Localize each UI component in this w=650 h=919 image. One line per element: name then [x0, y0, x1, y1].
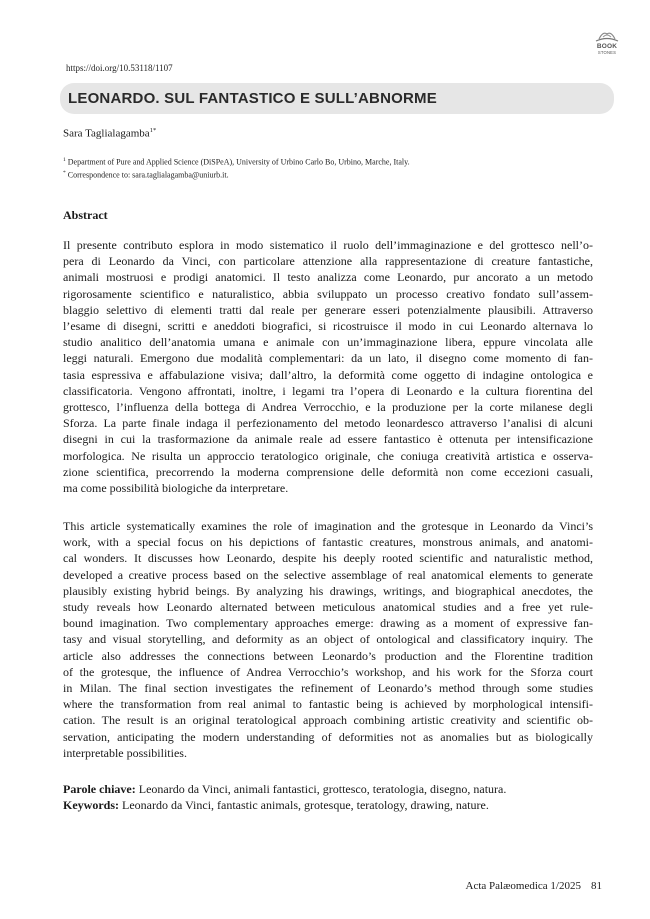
abstract-english	[63, 518, 593, 761]
keywords-english-text: Leonardo da Vinci, fantastic animals, grotesque, teratology, drawing, nature.	[119, 798, 489, 812]
text-line: study reveals how Leonardo alternated between meticulous anatomical studies and a free yet rule-	[63, 600, 593, 615]
keywords-italian-text: Leonardo da Vinci, animali fantastici, grottesco, teratologia, disegno, natura.	[135, 782, 507, 796]
text-line: tasia espressiva e affabulazione visiva; dall’altro, la deformità come oggetto di indagine ontologica e	[63, 367, 593, 382]
text-line: work, with a special focus on his depictions of fantastic creatures, monstrous animals, and anatomi-	[63, 535, 593, 550]
text-line: bound imagination. Two complementary approaches emerge: drawing as a moment of expressive fan-	[63, 616, 593, 631]
text-line: studio analitico dell’anatomia umana e animale con un’immaginazione libera, eppure vincolata alle	[63, 335, 593, 350]
text-line: This article systematically examines the role of imagination and the grotesque in Leonardo da Vinci’s	[63, 519, 593, 533]
author-line	[63, 127, 156, 140]
text-line: rigorosamente scientifico e naturalistico, abbia sviluppato un processo creativo fondato sull’assem-	[63, 286, 593, 301]
author-marks: 1*	[149, 127, 157, 134]
page-footer	[466, 880, 602, 892]
text-line: morfologica. Ne risulta un approccio teratologico originale, che coniuga creatività artistica e osserva-	[63, 448, 593, 463]
text-line: zione scientifica, precorrendo la moderna comprensione delle deformità non come eccezioni casuali,	[63, 464, 593, 479]
text-line: tasy and visual storytelling, and deformity as an object of ontological and classificatory inquiry. The	[63, 632, 593, 647]
text-line: cation. The result is an original teratological approach combining artistic creativity and scientific ob-	[63, 713, 593, 728]
text-line: Sforza. La parte finale indaga il perfezionamento del metodo leonardesco attraverso l’analisi di alcuni	[63, 416, 593, 431]
affiliation-1	[63, 157, 410, 167]
logo-line-1: BOOK	[596, 43, 618, 50]
text-line: of the grotesque, the influence of Andrea Verrocchio’s workshop, and his work for the Sforza court	[63, 664, 593, 679]
keywords-english-label: Keywords:	[63, 798, 119, 812]
keywords-italian-label: Parole chiave:	[63, 782, 136, 796]
doi-link[interactable]: https://doi.org/10.53118/1107	[66, 63, 173, 73]
text-line: animali mostruosi e prodigi anatomici. Il testo analizza come Leonardo, pur ancorato a un metodo	[63, 270, 593, 285]
paper-title: LEONARDO. SUL FANTASTICO E SULL’ABNORME	[68, 90, 437, 107]
text-line: grottesco, l’influenza della bottega di Andrea Verrocchio, e la produzione per la corte milanese degli	[63, 400, 593, 415]
text-line: in Milan. The final section investigates the refinement of Leonardo’s method through some studies	[63, 681, 593, 696]
text-line: disegni in cui la trasformazione da animale reale ad essere fantastico è ottenuta per intensificazione	[63, 432, 593, 447]
text-line: article also addresses the connections between Leonardo’s production and the Florentine tradition	[63, 648, 593, 663]
publisher-logo	[593, 28, 621, 56]
logo-line-2: STONES	[597, 50, 617, 55]
text-line: servation, anticipating the modern understanding of deformities not as anomalies but as biologically	[63, 729, 593, 744]
text-line: Il presente contributo esplora in modo sistematico il ruolo dell’immaginazione e del grottesco nell’o-	[63, 238, 593, 252]
journal-name: Acta Palæomedica 1/2025	[465, 880, 581, 892]
text-line: classificatoria. Vengono affrontati, inoltre, i legami tra l’opera di Leonardo e la cultura fiorentina del	[63, 383, 593, 398]
text-line: cal wonders. It discusses how Leonardo, despite his deeply rooted scientific and naturalistic method,	[63, 551, 593, 566]
correspondence-mark: *	[63, 170, 66, 176]
text-line: plausibly existing hybrid beings. By analyzing his drawings, writings, and biographical anecdotes, the	[63, 583, 593, 598]
abstract-heading: Abstract	[63, 208, 108, 222]
book-stones-icon	[594, 28, 620, 44]
keywords-italian	[63, 782, 506, 797]
text-line: pera di Leonardo da Vinci, con particolare attenzione alla rappresentazione di creature fantastiche,	[63, 254, 593, 269]
author-name: Sara Taglialagamba	[63, 127, 150, 140]
text-line: developed a creative process based on the selective assemblage of real anatomical elements to generate	[63, 567, 593, 582]
text-line: blaggio selettivo di elementi tratti dal reale per generare esseri potenzialmente plausibili. Attraverso	[63, 302, 593, 317]
text-line: interpretable possibilities.	[63, 745, 187, 760]
keywords-english	[63, 798, 489, 813]
text-line: leggi naturali. Emergono due modalità complementari: da un lato, il disegno come momento di fan-	[63, 351, 593, 366]
affiliation-text: Department of Pure and Applied Science (DiSPeA), University of Urbino Carlo Bo, Urbino, Marche, Italy.	[67, 157, 410, 167]
abstract-italian	[63, 237, 593, 496]
text-line: where the transformation from real animal to fantastic being is achieved by morphological intensifi-	[63, 697, 593, 712]
correspondence-text: Correspondence to: sara.taglialagamba@uniurb.it.	[67, 170, 229, 180]
affiliation-mark: 1	[63, 157, 66, 163]
affiliation-2	[63, 170, 229, 180]
text-line: ma come possibilità biologiche da interpretare.	[63, 481, 289, 496]
page-number: 81	[591, 880, 602, 892]
text-line: l’esame di disegni, scritti e aneddoti biografici, si ricostruisce il modo in cui Leonardo alternava lo	[63, 319, 593, 334]
